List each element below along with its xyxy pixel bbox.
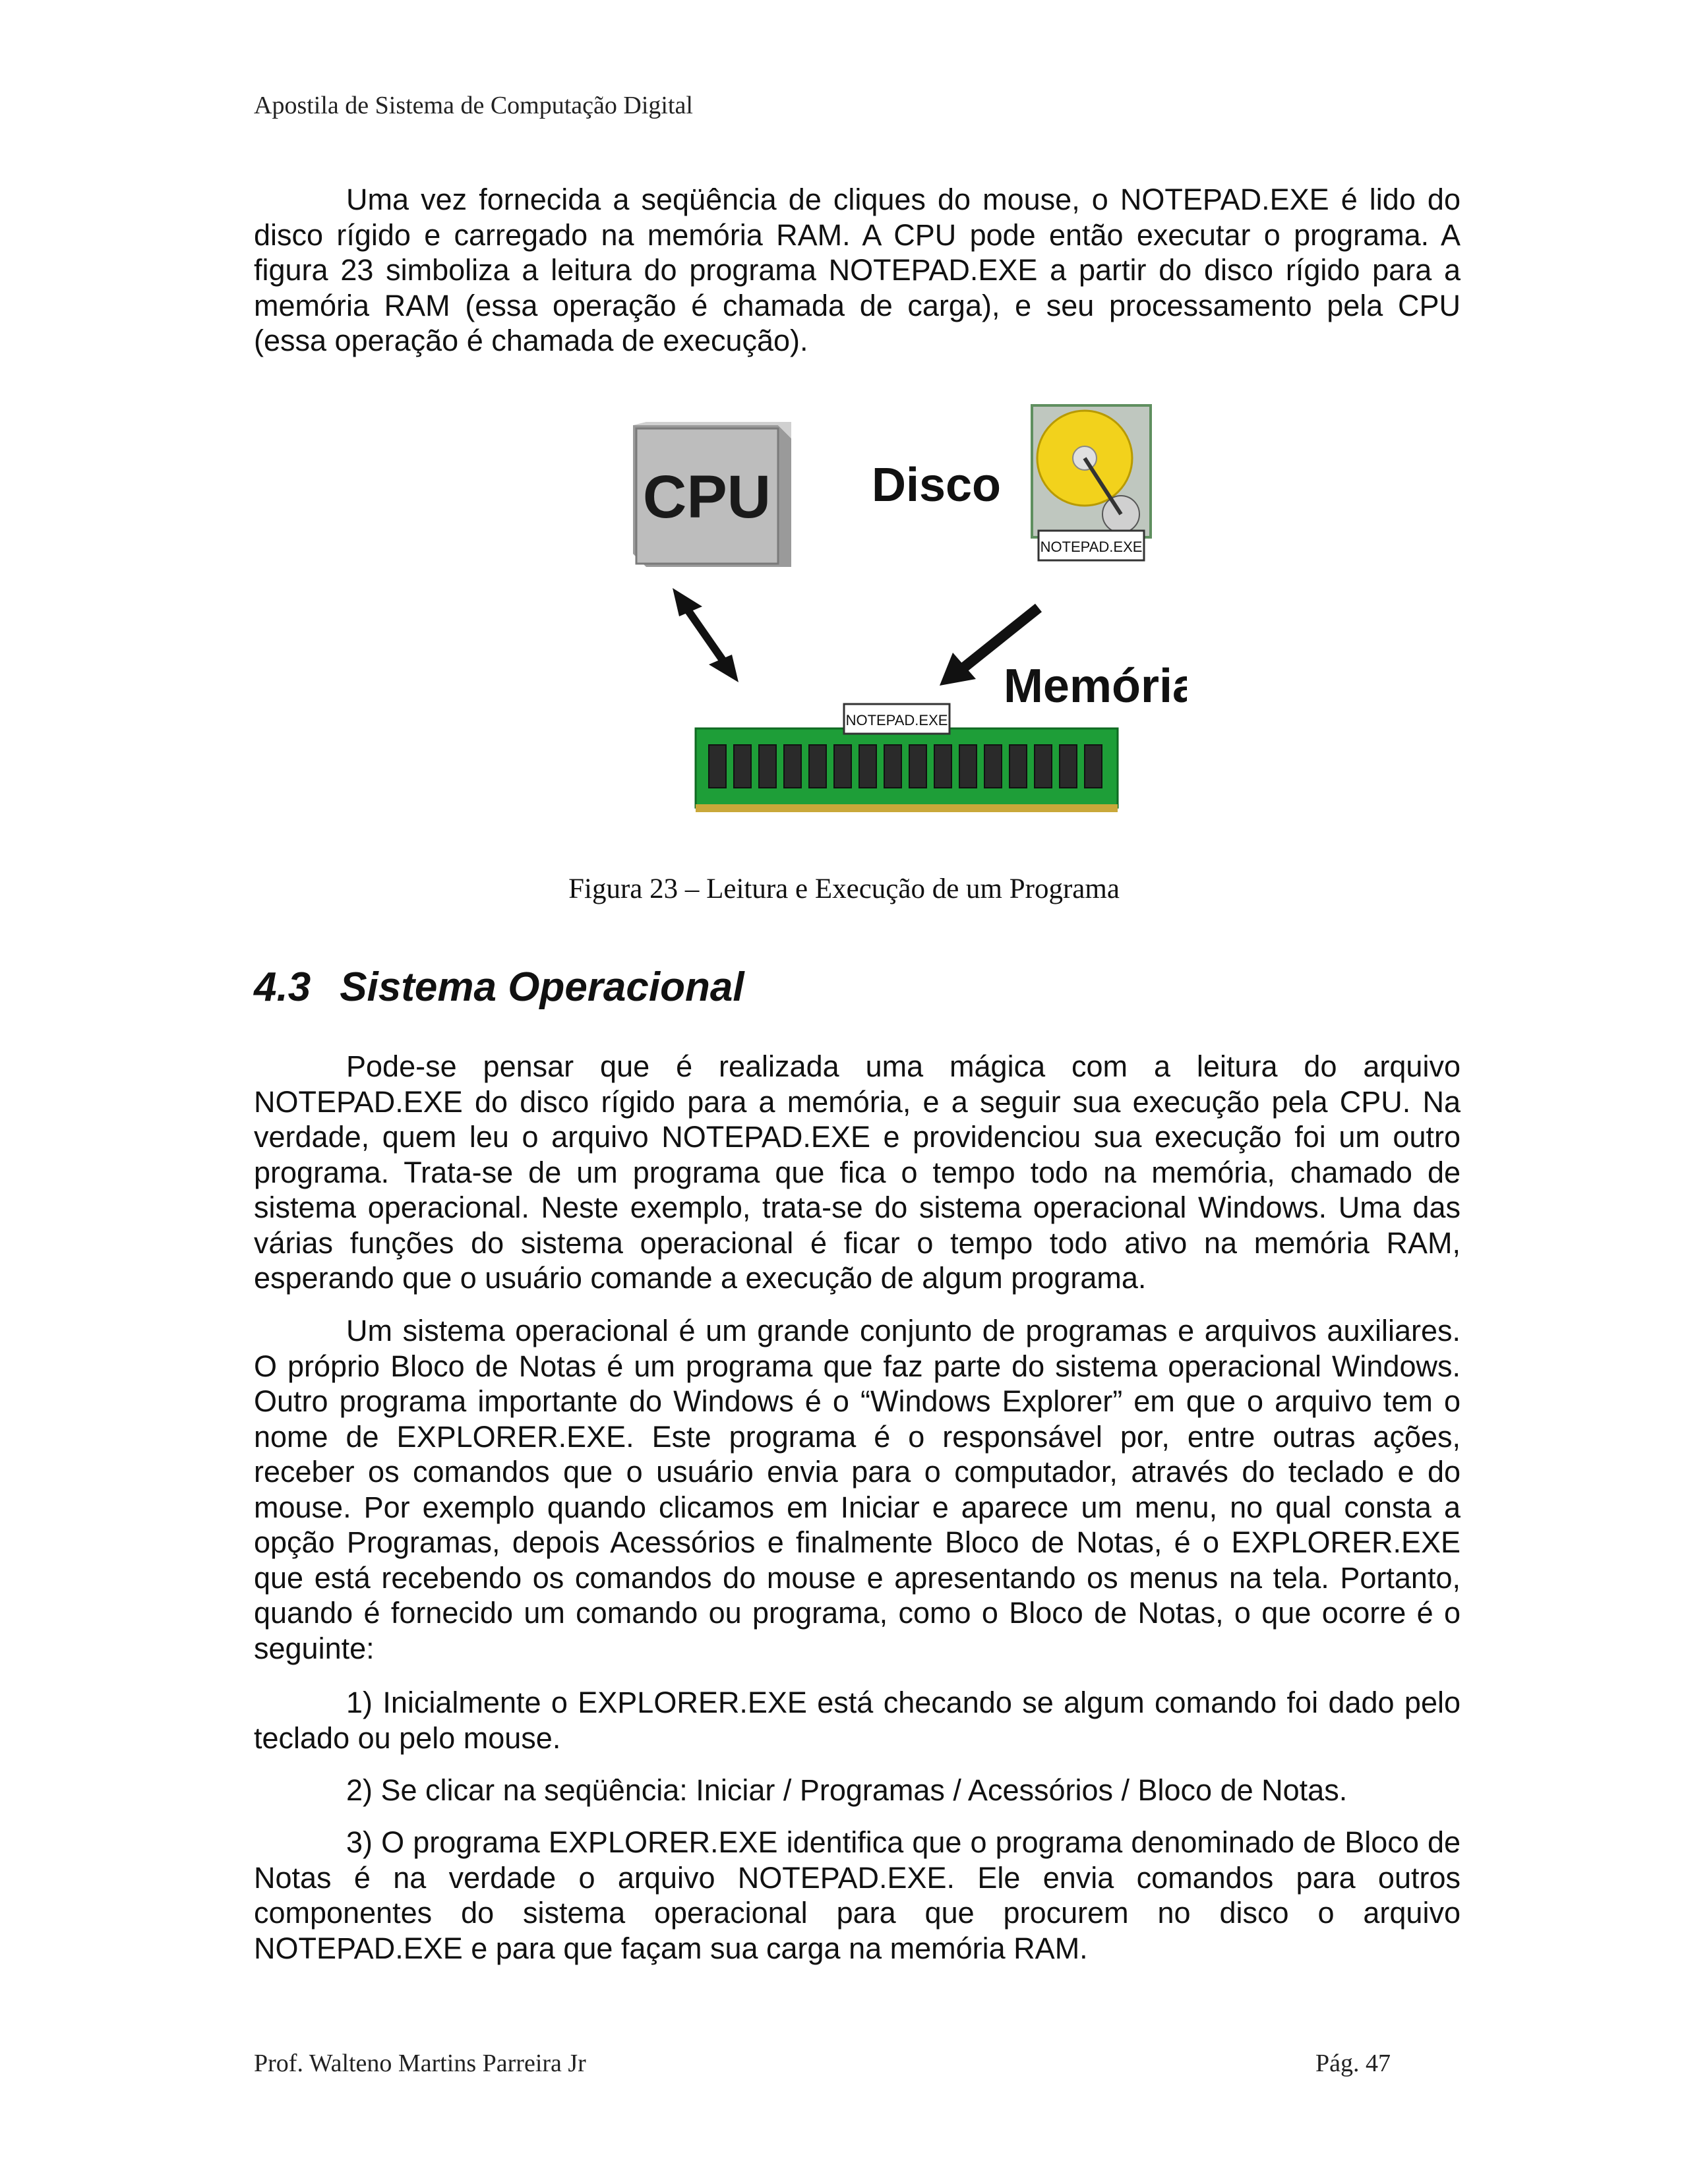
disk-label: Disco bbox=[871, 459, 1002, 512]
page-header: Apostila de Sistema de Computação Digital bbox=[254, 92, 693, 119]
section-number: 4.3 bbox=[254, 964, 311, 1010]
memory-file-label: NOTEPAD.EXE bbox=[845, 712, 948, 728]
section-title: Sistema Operacional bbox=[340, 964, 744, 1010]
section-heading bbox=[254, 964, 744, 1011]
paragraph-os-programs: Um sistema operacional é um grande conjunto de programas e arquivos auxiliares. O próprio Bloco de Notas é um programa que faz parte do sistema operacional Windows. Outro programa importante do Windows é o “Windows Explorer” em que o arquivo tem o nome de EXPLORER.EXE. Este programa é o responsável por, entre outras ações, receber os comandos que o usuário envia para o computador, através do teclado e do mouse. Por exemplo quando clicamos em Iniciar e aparece um menu, no qual consta a opção Programas, depois Acessórios e finalmente Bloco de Notas, é o EXPLORER.EXE que está recebendo os comandos do mouse e apresentando os menus na tela. Portanto, quando é fornecido um comando ou programa, como o Bloco de Notas, o que ocorre é o seguinte: bbox=[254, 1314, 1461, 1665]
paragraph-os-intro: Pode-se pensar que é realizada uma mágica com a leitura do arquivo NOTEPAD.EXE do disco rígido para a memória, e a seguir sua execução pela CPU. Na verdade, quem leu o arquivo NOTEPAD.EXE e providenciou sua execução foi um outro programa. Trata-se de um programa que fica o tempo todo na memória, chamado de sistema operacional. Neste exemplo, trata-se do sistema operacional Windows. Uma das várias funções do sistema operacional é ficar o tempo todo ativo na memória RAM, esperando que o usuário comande a execução de algum programa. bbox=[254, 1049, 1461, 1295]
paragraph-intro: Uma vez fornecida a seqüência de cliques do mouse, o NOTEPAD.EXE é lido do disco rígido e carregado na memória RAM. A CPU pode então executar o programa. A figura 23 simboliza a leitura do programa NOTEPAD.EXE a partir do disco rígido para a memória RAM (essa operação é chamada de carga), e seu processamento pela CPU (essa operação é chamada de execução). bbox=[254, 183, 1461, 357]
cpu-chip-icon bbox=[633, 422, 791, 567]
memory-module-icon bbox=[696, 704, 1118, 812]
figure-caption: Figura 23 – Leitura e Execução de um Programa bbox=[568, 873, 1120, 904]
cpu-label: CPU bbox=[642, 463, 771, 531]
disk-file-label: NOTEPAD.EXE bbox=[1040, 539, 1143, 555]
figure-23 bbox=[593, 396, 1187, 837]
page-number: Pág. 47 bbox=[1315, 2050, 1391, 2077]
list-item-step-3: 3) O programa EXPLORER.EXE identifica que o programa denominado de Bloco de Notas é na verdade o arquivo NOTEPAD.EXE. Ele envia comandos para outros componentes do sistema operacional para que procurem no disco o arquivo NOTEPAD.EXE e para que façam sua carga na memória RAM. bbox=[254, 1825, 1461, 1965]
footer-author: Prof. Walteno Martins Parreira Jr bbox=[254, 2050, 586, 2077]
list-item-step-1: 1) Inicialmente o EXPLORER.EXE está checando se algum comando foi dado pelo teclado ou pelo mouse. bbox=[254, 1686, 1461, 1755]
hard-disk-icon bbox=[1032, 405, 1151, 560]
list-item-step-2: 2) Se clicar na seqüência: Iniciar / Programas / Acessórios / Bloco de Notas. bbox=[346, 1773, 1348, 1807]
memory-label: Memória bbox=[1003, 660, 1187, 713]
cpu-memory-arrow-icon bbox=[673, 588, 738, 682]
